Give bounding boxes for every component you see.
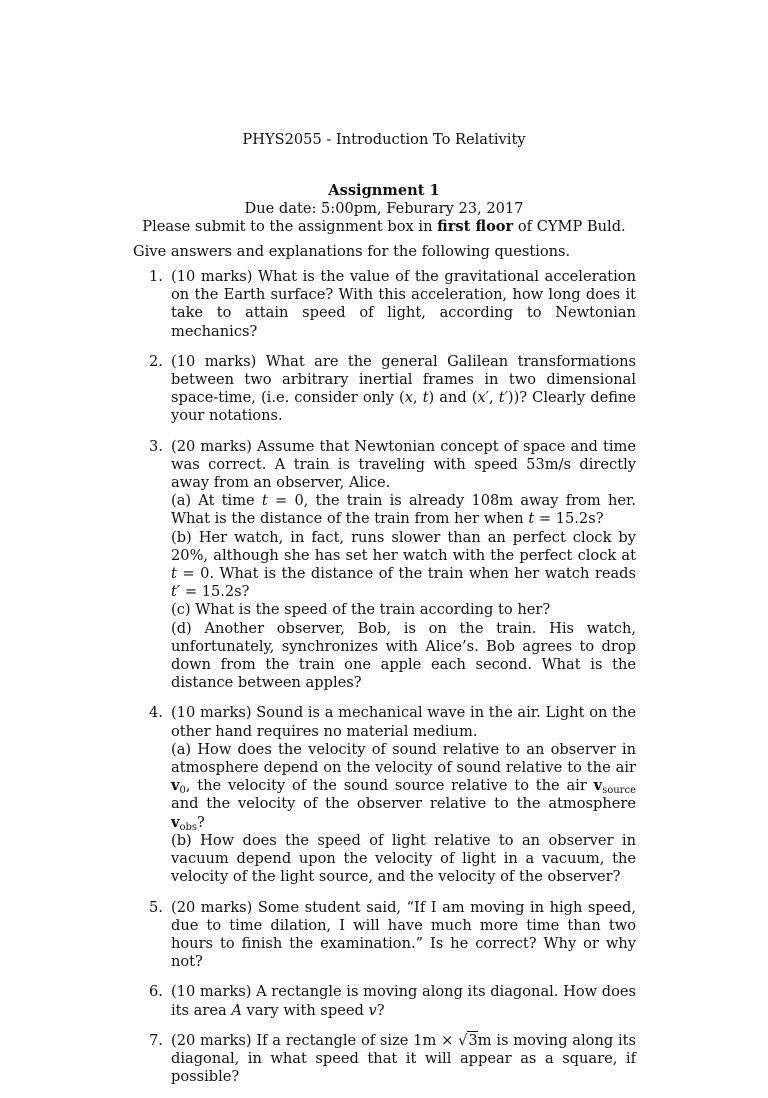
question-text: t <box>422 389 429 407</box>
question-text: 0 <box>179 785 186 797</box>
question-text: (20 marks) Assume that Newtonian concept of space and time was correct. A train is traveling with speed 53m/s directly away from an observer, Alice. <box>171 437 636 492</box>
question-part <box>171 268 636 341</box>
question-number: 2. <box>149 352 163 370</box>
question-part <box>171 601 636 619</box>
question-text: obs <box>179 821 198 833</box>
question-2 <box>133 353 636 426</box>
question-text: ) and ( <box>428 389 478 407</box>
question-text: v <box>171 813 180 831</box>
question-text: (a) At time <box>171 492 262 510</box>
question-text: (10 marks) What is the value of the gravitational acceleration on the Earth surface? With this acceleration, how long does it take to attain speed of light, according to Newtonian mechanics? <box>171 268 636 340</box>
question-part <box>171 899 636 972</box>
question-text: t′ <box>498 389 508 407</box>
submission-location: first floor <box>437 218 514 235</box>
question-text: v <box>593 777 603 795</box>
question-text: A <box>231 1001 242 1019</box>
question-text: v <box>368 1001 377 1019</box>
question-list <box>133 268 636 1098</box>
question-part <box>171 438 636 493</box>
question-text: 3 <box>468 1031 478 1049</box>
question-part <box>171 983 636 1019</box>
question-part <box>171 1032 636 1087</box>
question-number: 3. <box>149 437 163 455</box>
question-text: t <box>171 565 177 583</box>
question-number: 6. <box>149 983 163 1001</box>
question-6 <box>133 983 636 1019</box>
question-text: = 0. What is the distance of the train when her watch reads <box>176 565 636 583</box>
question-3 <box>133 438 636 693</box>
question-text: (20 marks) Some student said, “If I am moving in high speed, due to time dilation, I will have much more time than two hours to finish the examination.” Is he correct? Why or why not? <box>171 898 636 971</box>
question-text: x′ <box>477 389 489 407</box>
question-text: (10 marks) What are the general Galilean transformations between two arbitrary inertial frames in two dimensional space-time, (i.e. consider only ( <box>171 352 636 407</box>
question-text: , the velocity of the sound source relative to the air <box>185 777 594 795</box>
question-part <box>171 704 636 740</box>
question-text: ))? Clearly define your notations. <box>171 389 637 425</box>
question-text: vary with speed <box>241 1001 369 1019</box>
question-part <box>171 353 636 426</box>
question-text: source <box>602 785 636 797</box>
question-text: , <box>412 389 423 407</box>
question-text: (a) How does the velocity of sound relative to an observer in atmosphere depend on the velocity of sound relative to the air <box>171 740 636 777</box>
question-text: ? <box>197 813 205 831</box>
question-number: 4. <box>149 704 163 722</box>
question-1 <box>133 268 636 341</box>
question-text: (10 marks) A rectangle is moving along its diagonal. How does its area <box>171 983 636 1019</box>
question-part <box>171 741 636 832</box>
question-text: t <box>261 492 268 510</box>
instructions-text: Give answers and explanations for the following questions. <box>133 243 571 260</box>
question-part <box>171 832 636 887</box>
question-number: 7. <box>149 1031 163 1049</box>
question-part <box>171 492 636 528</box>
question-text: ? <box>376 1001 385 1019</box>
question-text: and the velocity of the observer relative to the atmosphere <box>171 795 636 813</box>
question-text: = 15.2s? <box>180 583 250 601</box>
question-text: x <box>404 389 413 407</box>
question-text: (20 marks) If a rectangle of size 1m × √ <box>171 1031 468 1049</box>
question-4 <box>133 704 636 886</box>
question-text: = 0, the train is already 108m away from her. What is the distance of the train from her when <box>171 492 636 528</box>
submission-text-start: Please submit to the assignment box in <box>142 218 438 235</box>
question-7 <box>133 1032 636 1087</box>
question-text: (10 marks) Sound is a mechanical wave in the air. Light on the other hand requires no material medium. <box>171 704 636 740</box>
question-5 <box>133 899 636 972</box>
submission-text-end: of CYMP Buld. <box>513 218 626 235</box>
question-text: , <box>489 389 499 407</box>
question-text: t′ <box>171 583 181 601</box>
question-part <box>171 620 636 693</box>
question-text: (d) Another observer, Bob, is on the train. His watch, unfortunately, synchronizes with Alice’s. Bob agrees to drop down from the train one apple each second. What is the distance between apples? <box>171 619 636 692</box>
assignment-header <box>0 182 768 236</box>
submission-instructions <box>0 218 768 236</box>
course-header: PHYS2055 - Introduction To Relativity <box>242 131 526 148</box>
question-text: m is moving along its diagonal, in what speed that it will appear as a square, if possible? <box>171 1031 637 1086</box>
question-text: (b) Her watch, in fact, runs slower than an perfect clock by 20%, although she has set her watch with the perfect clock at <box>171 528 636 564</box>
question-part <box>171 529 636 602</box>
question-number: 5. <box>149 898 163 916</box>
question-number: 1. <box>149 268 163 285</box>
question-text: t <box>528 510 535 528</box>
assignment-title: Assignment 1 <box>328 182 440 199</box>
question-text: = 15.2s? <box>534 510 604 528</box>
question-text: (c) What is the speed of the train according to her? <box>171 601 551 619</box>
due-date: Due date: 5:00pm, Feburary 23, 2017 <box>244 200 524 217</box>
question-text: v <box>171 777 180 795</box>
question-text: (b) How does the speed of light relative to an observer in vacuum depend upon the velocity of light in a vacuum, the velocity of the light source, and the velocity of the observer? <box>171 831 636 886</box>
